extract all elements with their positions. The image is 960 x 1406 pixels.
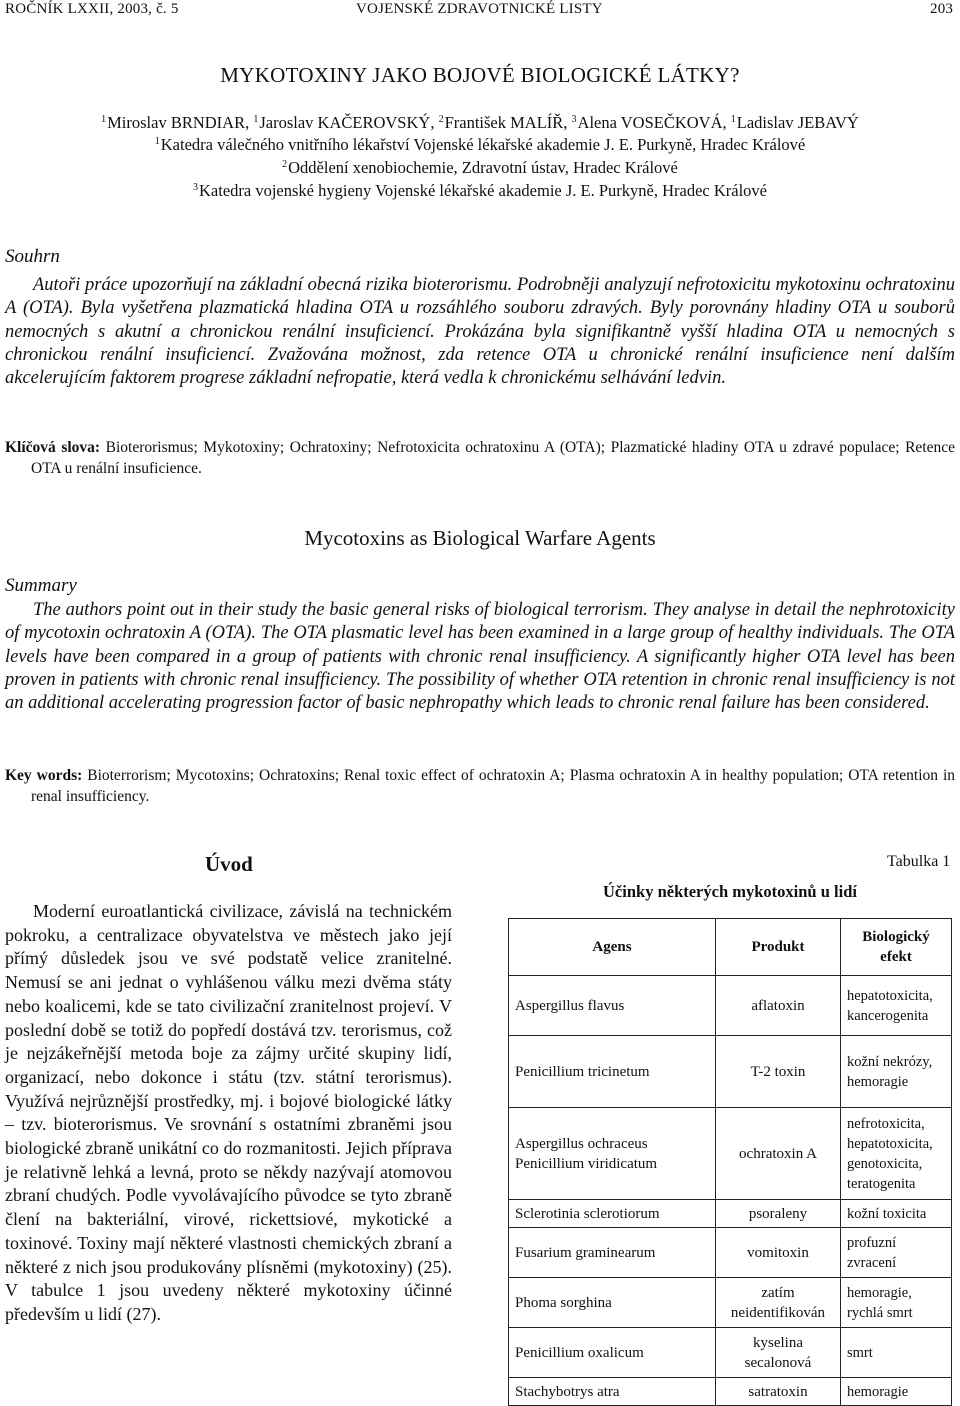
article-title-cz: MYKOTOXINY JAKO BOJOVÉ BIOLOGICKÉ LÁTKY? — [220, 63, 740, 87]
table-cell: Aspergillus ochraceus Penicillium viridicatum — [509, 1108, 716, 1200]
table-row — [509, 1036, 952, 1108]
table-cell: Phoma sorghina — [509, 1278, 716, 1328]
table-title: Účinky některých mykotoxinů u lidí — [603, 882, 857, 901]
table-cell: Fusarium graminearum — [509, 1228, 716, 1278]
table-header: Biologický efekt — [841, 919, 952, 976]
author: $^1$Jaroslav KAČEROVSKÝ, — [253, 113, 439, 132]
running-header-journal: VOJENSKÉ ZDRAVOTNICKÉ LISTY — [356, 1, 603, 17]
table-cell: aflatoxin — [716, 976, 841, 1036]
author: $^1$Miroslav BRNDIAR, — [101, 113, 254, 132]
table-cell: Stachybotrys atra — [509, 1378, 716, 1406]
table-cell: T-2 toxin — [716, 1036, 841, 1108]
table-row — [509, 1200, 952, 1228]
author-list — [0, 113, 960, 133]
table-cell: kožní toxicita — [841, 1200, 952, 1228]
keywords-text: Bioterrorism; Mycotoxins; Ochratoxins; Renal toxic effect of ochratoxin A; Plasma ochratoxin A in healthy population; OTA retention in renal insufficiency. — [31, 767, 956, 805]
keywords-en — [5, 766, 955, 807]
table-cell: Aspergillus flavus — [509, 976, 716, 1036]
table-cell: Penicillium oxalicum — [509, 1328, 716, 1378]
table-row — [509, 1278, 952, 1328]
page-number: 203 — [930, 1, 954, 17]
table-cell: kožní nekrózy, hemoragie — [841, 1036, 952, 1108]
keywords-label: Key words: — [5, 767, 83, 784]
table-cell: psoraleny — [716, 1200, 841, 1228]
table-row — [509, 1328, 952, 1378]
author: $^3$Alena VOSEČKOVÁ, — [571, 113, 731, 132]
summary-heading: Summary — [5, 575, 77, 596]
table-cell: Penicillium tricinetum — [509, 1036, 716, 1108]
souhrn-heading: Souhrn — [5, 246, 60, 267]
table-header-row — [509, 919, 952, 976]
table-cell: kyselina secalonová — [716, 1328, 841, 1378]
keywords-label: Klíčová slova: — [5, 439, 101, 456]
table-row — [509, 976, 952, 1036]
table-cell: satratoxin — [716, 1378, 841, 1406]
table-header: Agens — [509, 919, 716, 976]
keywords-text: Bioterorismus; Mykotoxiny; Ochratoxiny; Nefrotoxicita ochratoxinu A (OTA); Plazmatické hladiny OTA u zdravé populace; Retence OTA u renální insuficience. — [31, 439, 955, 477]
table-cell: nefrotoxicita, hepatotoxicita, genotoxicita, teratogenita — [841, 1108, 952, 1200]
table-row — [509, 1108, 952, 1200]
affiliation: $^1$Katedra válečného vnitřního lékařství Vojenské lékařské akademie J. E. Purkyně, Hradec Králové — [154, 135, 806, 154]
summary-text: The authors point out in their study the basic general risks of biological terrorism. They analyse in detail the nephrotoxicity of mycotoxin ochratoxin A (OTA). The OTA plasmatic level has been examined in a large group of healthy individuals. The OTA levels have been compared in a group of patients with chronic renal insufficiency. A significantly higher OTA level has been proven in patients with chronic renal insufficiency. The possibility of whether OTA retention in chronic renal insufficiency is not an additional accelerating progression factor of basic nephropathy which leads to chronic renal failure has been considered. — [5, 600, 955, 714]
table-cell: ochratoxin A — [716, 1108, 841, 1200]
table-cell: profuzní zvracení — [841, 1228, 952, 1278]
table-cell: zatím neidentifikován — [716, 1278, 841, 1328]
table-cell: hemoragie, rychlá smrt — [841, 1278, 952, 1328]
author: $^2$František MALÍŘ, — [438, 113, 572, 132]
table-cell: vomitoxin — [716, 1228, 841, 1278]
keywords-cz — [5, 438, 955, 479]
table-cell: smrt — [841, 1328, 952, 1378]
souhrn-text: Autoři práce upozorňují na základní obecná rizika bioterorismu. Podrobněji analyzují nefrotoxicitu mykotoxinu ochratoxinu A (OTA). Byla vyšetřena plazmatická hladina OTA u rozsáhlého souboru zdravých. Byly porovnány hladiny OTA u souborů nemocných s akutní a chronickou renální insuficiencí. Prokázána byla signifikantně vyšší hladina OTA u nemocných s chronickou renální insuficiencí. Zvažována možnost, zda retence OTA u chronické renální insuficience není dalším akcelerujícím faktorem progrese základní nefropatie, která vedla k chronickému selhávání ledvin. — [5, 275, 955, 389]
table-cell: Sclerotinia sclerotiorum — [509, 1200, 716, 1228]
uvod-text: Moderní euroatlantická civilizace, závislá na technickém pokroku, a centralizace obyvatelstva ve městech jako její přímý důsledek jsou ve své podstatě velice zranitelné. Nemusí se ani jednat o vyhlášenou válku mezi dvěma státy nebo koalicemi, kde se tato civilizační zranitelnost projeví. V poslední době se totiž do popředí dostává tzv. terorismus, což je nejzákeřnější metoda boje za zájmy určité skupiny lidí, organizací, nebo dokonce i státu (tzv. státní terorismus). Využívá nejrůznější prostředky, mj. i bojové biologické látky – tzv. bioterorismus. Ve srovnání s ostatními zbraněmi jsou biologické zbraně unikátní co do rozmanitosti. Jejich příprava je relativně lehká a levná, proto se někdy nazývají atomovou zbraní chudých. Podle vyvolávajícího původce se tyto zbraně člení na bakteriální, virové, rickettsiové, mykotické a toxinové. Toxiny mají některé vlastnosti chemických zbraní a některé z nich jsou produkovány plísněmi (mykotoxiny) (25). V tabulce 1 jsou uvedeny některé mykotoxiny účinné především u lidí (27). — [5, 901, 452, 1324]
uvod-heading: Úvod — [205, 852, 253, 876]
table-cell: hemoragie — [841, 1378, 952, 1406]
affiliation: $^3$Katedra vojenské hygieny Vojenské lékařské akademie J. E. Purkyně, Hradec Králové — [193, 181, 767, 200]
table-cell: hepatotoxicita, kancerogenita — [841, 976, 952, 1036]
table-header: Produkt — [716, 919, 841, 976]
table-caption: Tabulka 1 — [887, 853, 951, 870]
affiliation: $^2$Oddělení xenobiochemie, Zdravotní ústav, Hradec Králové — [282, 158, 678, 177]
author: $^1$Ladislav JEBAVÝ — [730, 113, 859, 132]
running-header-volume: ROČNÍK LXXII, 2003, č. 5 — [5, 1, 179, 17]
table-row — [509, 1228, 952, 1278]
mycotoxin-table — [508, 918, 952, 1406]
article-title-en: Mycotoxins as Biological Warfare Agents — [304, 526, 656, 550]
table-row — [509, 1378, 952, 1406]
